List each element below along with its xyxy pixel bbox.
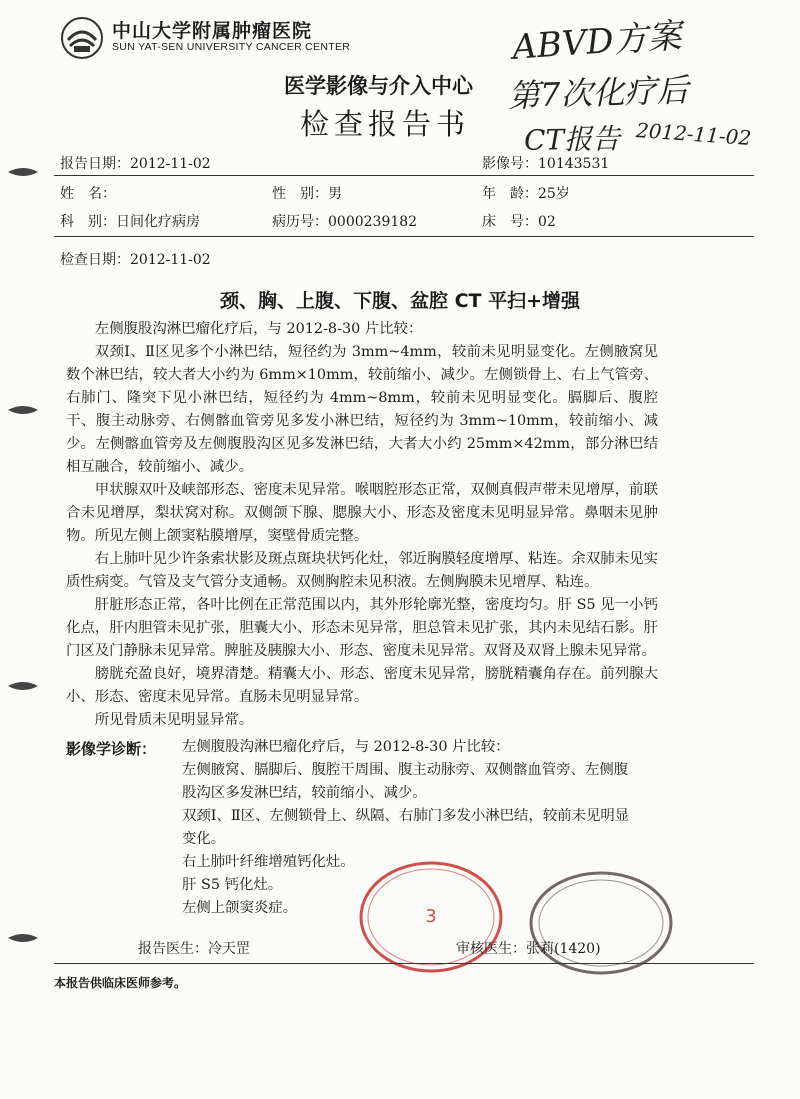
department-title: 医学影像与介入中心 [284,74,473,98]
binder-hole-icon [8,678,38,694]
image-number: 影像号：10143531 [482,156,610,172]
binder-hole-icon [8,402,38,418]
findings-paragraph: 左侧腹股沟淋巴瘤化疗后，与 2012-8-30 片比较： [94,321,423,337]
footer-note: 本报告供临床医师参考。 [54,976,187,990]
reviewing-doctor: 审核医生：张莉(1420) [456,941,601,957]
imaging-center-stamp [526,868,676,978]
handwritten-regimen: ABVD方案 [511,16,683,68]
findings-paragraph: 右上肺叶见少许条索状影及斑点斑块状钙化灶，邻近胸膜轻度增厚、粘连。余双肺未见实质性病变。气管及支气管分支通畅。双侧胸腔未见积液。左侧胸膜未见增厚、粘连。 [66,551,658,590]
handwritten-date: 2012-11-02 [635,118,753,150]
diagnosis-line: 右上肺叶纤维增殖钙化灶。 [182,854,355,870]
patient-name: 姓 名： [60,186,116,202]
exam-date: 检查日期：2012-11-02 [60,252,211,268]
svg-text:3: 3 [425,906,437,927]
patient-department: 科 别：日间化疗病房 [60,214,200,230]
patient-sex: 性 别：男 [272,186,342,202]
report-date: 报告日期：2012-11-02 [60,156,211,172]
findings-paragraph: 膀胱充盈良好，境界清楚。精囊大小、形态、密度未见异常，膀胱精囊角存在。前列腺大小、形态、密度未见异常。直肠未见明显异常。 [66,666,658,705]
diagnosis-label: 影像学诊断： [66,740,157,758]
handwritten-cycle: 第7次化疗后 [507,70,690,116]
patient-age: 年 龄：25岁 [482,186,570,202]
exam-title: 颈、胸、上腹、下腹、盆腔 CT 平扫+增强 [219,290,581,312]
diagnosis-line: 左侧上颌窦炎症。 [182,900,298,916]
binder-hole-icon [8,930,38,946]
diagnosis-line: 肝 S5 钙化灶。 [182,877,283,893]
diagnosis-line: 双颈Ⅰ、Ⅱ区、左侧锁骨上、纵隔、右肺门多发小淋巴结，较前未见明显变化。 [182,808,630,847]
hospital-logo-icon [60,16,104,60]
bed-number: 床 号：02 [482,214,556,230]
reporting-doctor: 报告医生：冷天罡 [138,941,250,957]
footer-divider [54,963,754,964]
binder-hole-icon [8,164,38,180]
diagnosis-line: 左侧腋窝、膈脚后、腹腔干周围、腹主动脉旁、双侧髂血管旁、左侧腹股沟区多发淋巴结，较前缩小、减少。 [182,762,629,801]
document-title: 检查报告书 [300,107,471,141]
medical-record-number: 病历号：0000239182 [272,214,418,230]
diagnosis-line: 左侧腹股沟淋巴瘤化疗后，与 2012-8-30 片比较： [182,739,510,755]
findings-paragraph: 甲状腺双叶及峡部形态、密度未见异常。喉咽腔形态正常，双侧真假声带未见增厚，前联合未见增厚，梨状窝对称。双侧颌下腺、腮腺大小、形态及密度未见明显异常。鼻咽未见肿物。所见左侧上颌窦粘膜增厚，窦壁骨质完整。 [66,482,658,544]
findings-section [66,318,658,732]
hospital-name-en: SUN YAT-SEN UNIVERSITY CANCER CENTER [112,41,351,53]
findings-paragraph: 所见骨质未见明显异常。 [94,712,254,728]
findings-paragraph: 双颈Ⅰ、Ⅱ区见多个小淋巴结，短径约为 3mm~4mm，较前未见明显变化。左侧腋窝见数个淋巴结，较大者大小约为 6mm×10mm，较前缩小、减少。左侧锁骨上、右上气管旁、右肺门、隆突下见小淋巴结，短径约为 4mm~8mm，较前未见明显变化。膈脚后、腹腔干、腹主动脉旁、右侧髂血管旁见多发小淋巴结，短径约为 3mm~10mm，较前缩小、减少。左侧髂血管旁及左侧腹股沟区见多发淋巴结，大者大小约 25mm×42mm，部分淋巴结相互融合，较前缩小、减少。 [66,344,658,475]
hospital-name-cn: 中山大学附属肿瘤医院 [112,20,313,42]
info-divider [54,236,754,237]
hospital-copy-stamp [356,858,506,976]
findings-paragraph: 肝脏形态正常，各叶比例在正常范围以内，其外形轮廓光整，密度均匀。肝 S5 见一小钙化点，肝内胆管未见扩张，胆囊大小、形态未见异常，胆总管未见扩张，其内未见结石影。肝门区及门静脉未见异常。脾脏及胰腺大小、形态、密度未见异常。双肾及双肾上腺未见异常。 [66,597,658,659]
header-divider [54,175,754,176]
handwritten-ct-report: CT报告 [523,122,621,157]
